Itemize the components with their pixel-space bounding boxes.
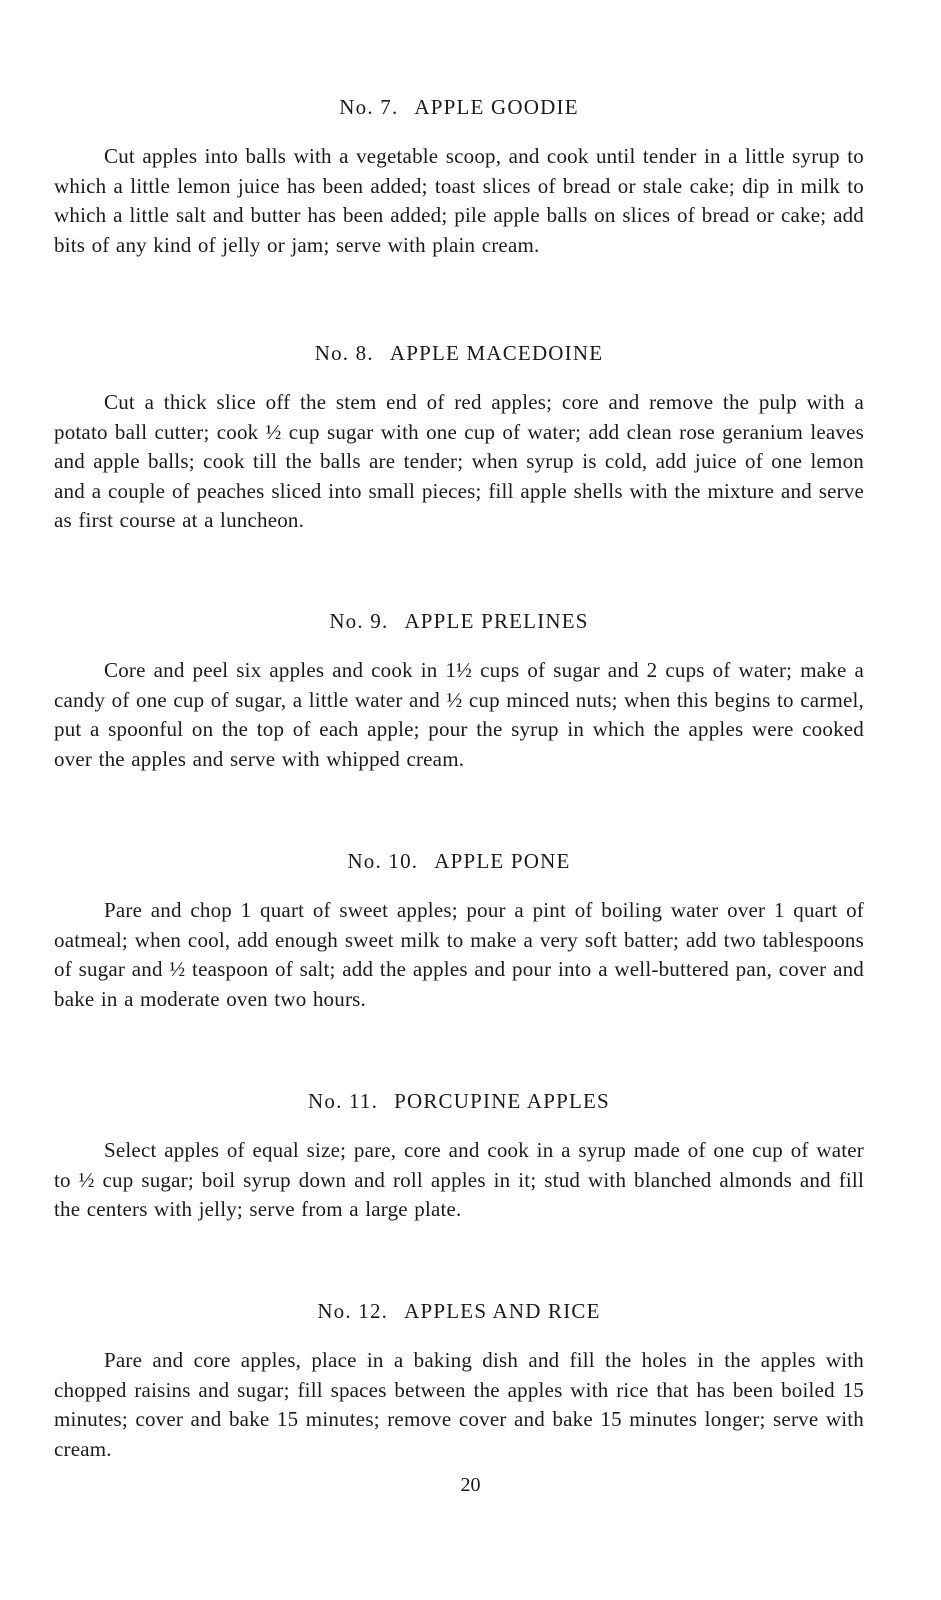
recipe-heading <box>54 1086 864 1116</box>
recipe-section <box>54 92 864 260</box>
recipe-section <box>54 846 864 1014</box>
recipe-title: APPLE MACEDOINE <box>389 341 604 365</box>
recipe-number: No. 7. <box>339 95 399 119</box>
recipe-section <box>54 1296 864 1464</box>
recipe-text: Cut a thick slice off the stem end of red apples; core and remove the pulp with a potato ball cutter; cook ½ cup sugar with one cup of water; add clean rose geranium leaves and apple balls; cook till the balls are tender; when syrup is cold, add juice of one lemon and a couple of peaches sliced into small pieces; fill apple shells with the mixture and serve as first course at a luncheon. <box>54 390 864 532</box>
recipe-text: Select apples of equal size; pare, core and cook in a syrup made of one cup of water to ½ cup sugar; boil syrup down and roll apples in it; stud with blanched almonds and fill the centers with jelly; serve from a large plate. <box>54 1138 864 1221</box>
recipe-number: No. 8. <box>314 341 374 365</box>
recipe-heading <box>54 338 864 368</box>
recipe-text: Pare and core apples, place in a baking dish and fill the holes in the apples with chopped raisins and sugar; fill spaces between the apples with rice that has been boiled 15 minutes; cover and bake 15 minutes; remove cover and bake 15 minutes longer; serve with cream. <box>54 1348 864 1461</box>
recipe-number: No. 11. <box>308 1089 379 1113</box>
recipe-number: No. 9. <box>329 609 389 633</box>
recipe-heading <box>54 1296 864 1326</box>
recipe-heading <box>54 606 864 636</box>
recipe-number: No. 10. <box>347 849 419 873</box>
recipe-text: Core and peel six apples and cook in 1½ cups of sugar and 2 cups of water; make a candy of one cup of sugar, a little water and ½ cup minced nuts; when this begins to carmel, put a spoonful on the top of each apple; pour the syrup in which the apples were cooked over the apples and serve with whipped cream. <box>54 658 864 771</box>
recipe-heading <box>54 92 864 122</box>
recipe-title: APPLE PRELINES <box>404 609 589 633</box>
recipe-heading <box>54 846 864 876</box>
recipe-title: APPLE GOODIE <box>414 95 579 119</box>
recipe-title: APPLES AND RICE <box>404 1299 601 1323</box>
recipe-section <box>54 1086 864 1225</box>
recipe-section <box>54 606 864 774</box>
recipe-title: APPLE PONE <box>434 849 571 873</box>
recipe-section <box>54 338 864 536</box>
recipe-number: No. 12. <box>317 1299 389 1323</box>
recipe-text: Cut apples into balls with a vegetable scoop, and cook until tender in a little syrup to which a little lemon juice has been added; toast slices of bread or stale cake; dip in milk to which a little salt and butter has been added; pile apple balls on slices of bread or cake; add bits of any kind of jelly or jam; serve with plain cream. <box>54 144 864 257</box>
page-number: 20 <box>460 1474 481 1496</box>
recipe-text: Pare and chop 1 quart of sweet apples; pour a pint of boiling water over 1 quart of oatmeal; when cool, add enough sweet milk to make a very soft batter; add two tablespoons of sugar and ½ teaspoon of salt; add the apples and pour into a well-buttered pan, cover and bake in a moderate oven two hours. <box>54 898 864 1011</box>
recipe-title: PORCUPINE APPLES <box>394 1089 610 1113</box>
